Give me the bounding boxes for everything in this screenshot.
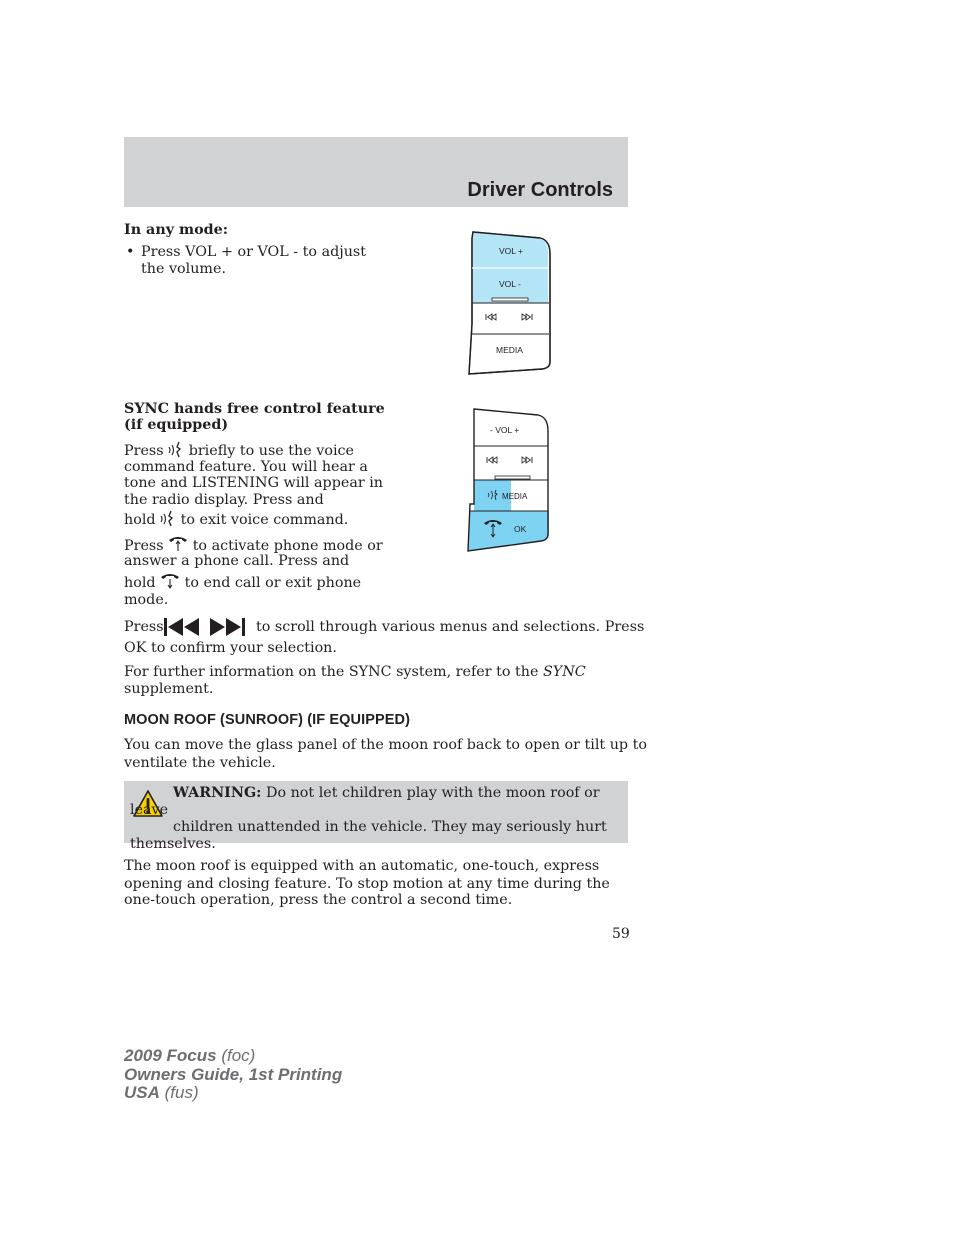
media-vol-minus-label: VOL -: [499, 279, 521, 289]
voice-paragraph-line3: tone and LISTENING will appear in: [124, 475, 384, 491]
further-info-text: For further information on the SYNC system, refer to the: [124, 664, 539, 680]
sync-supplement-title: SYNC: [542, 664, 586, 680]
footer-market-code: (fus): [164, 1083, 199, 1102]
scroll-paragraph-line1: Press: [124, 619, 164, 635]
moon-roof-heading: MOON ROOF (SUNROOF) (IF EQUIPPED): [124, 712, 411, 728]
moon-roof-intro-line1: You can move the glass panel of the moon roof back to open or tilt up to: [124, 737, 647, 753]
phone-paragraph-line1: [124, 535, 383, 555]
phone-end-text: to end call or exit phone: [184, 575, 362, 591]
sync-seek-forward-icon: [522, 457, 532, 463]
further-info-line1: [124, 664, 586, 681]
sync-control-blue-area: [468, 480, 549, 551]
footer-model-code: (foc): [221, 1046, 256, 1065]
voice-command-icon: [160, 510, 176, 527]
footer-guide: Owners Guide, 1st Printing: [124, 1064, 343, 1084]
express-line1: The moon roof is equipped with an automatic, one-touch, express: [124, 858, 600, 874]
voice-paragraph-line2: command feature. You will hear a: [124, 459, 368, 475]
phone-end-icon: [160, 572, 180, 590]
sync-heading-line1: SYNC hands free control feature: [124, 401, 385, 417]
media-vol-plus-label: VOL +: [499, 246, 524, 256]
phone-icon: [168, 535, 188, 553]
voice-press-text: Press: [124, 443, 164, 459]
phone-paragraph-line3: [124, 572, 361, 592]
sync-ok-label: OK: [514, 524, 527, 534]
sync-media-label: MEDIA: [502, 492, 528, 501]
warning-label: WARNING:: [173, 785, 262, 801]
sync-seek-back-icon: [487, 457, 497, 463]
moon-roof-intro-line2: ventilate the vehicle.: [124, 755, 276, 771]
voice-paragraph-line5: [124, 510, 348, 529]
phone-hold-text: hold: [124, 575, 156, 591]
sync-control-illustration: [464, 406, 554, 556]
seek-back-icon: [164, 617, 202, 637]
scroll-paragraph-line2: OK to confirm your selection.: [124, 640, 337, 656]
further-info-line2: supplement.: [124, 681, 214, 697]
voice-paragraph-line4: the radio display. Press and: [124, 492, 324, 508]
warning-line1: Do not let children play with the moon roof or leave: [130, 785, 600, 818]
seek-forward-icon: [208, 617, 246, 637]
warning-line3: themselves.: [130, 836, 216, 852]
voice-paragraph-line1: [124, 441, 354, 460]
voice-command-icon: [168, 441, 184, 458]
header-band: [124, 137, 628, 207]
footer: [124, 1047, 342, 1103]
voice-hold-text: hold: [124, 512, 156, 528]
voice-briefly-text: briefly to use the voice: [188, 443, 354, 459]
phone-press-text: Press: [124, 538, 164, 554]
scroll-paragraph-text: to scroll through various menus and selections. Press: [256, 619, 645, 635]
warning-text: [130, 785, 620, 853]
any-mode-heading: In any mode:: [124, 222, 229, 238]
phone-paragraph-line4: mode.: [124, 592, 169, 608]
voice-exit-text: to exit voice command.: [180, 512, 349, 528]
phone-paragraph-line2: answer a phone call. Press and: [124, 553, 350, 569]
phone-activate-text: to activate phone mode or: [192, 538, 383, 554]
footer-market: USA: [124, 1083, 160, 1102]
express-line2: opening and closing feature. To stop motion at any time during the: [124, 876, 610, 892]
media-media-label: MEDIA: [496, 345, 523, 355]
footer-model: 2009 Focus: [124, 1046, 217, 1065]
any-mode-list: [124, 244, 369, 278]
any-mode-bullet: • Press VOL + or VOL - to adjust the volume.: [124, 244, 369, 278]
sync-heading-line2: (if equipped): [124, 417, 229, 433]
page-number: 59: [612, 926, 630, 942]
express-line3: one-touch operation, press the control a second time.: [124, 892, 513, 908]
warning-line2: children unattended in the vehicle. They may seriously hurt: [173, 819, 607, 835]
warning-box: [124, 781, 628, 852]
sync-vol-label: - VOL +: [490, 425, 520, 435]
media-control-illustration: [462, 228, 556, 376]
section-title: Driver Controls: [467, 179, 613, 201]
